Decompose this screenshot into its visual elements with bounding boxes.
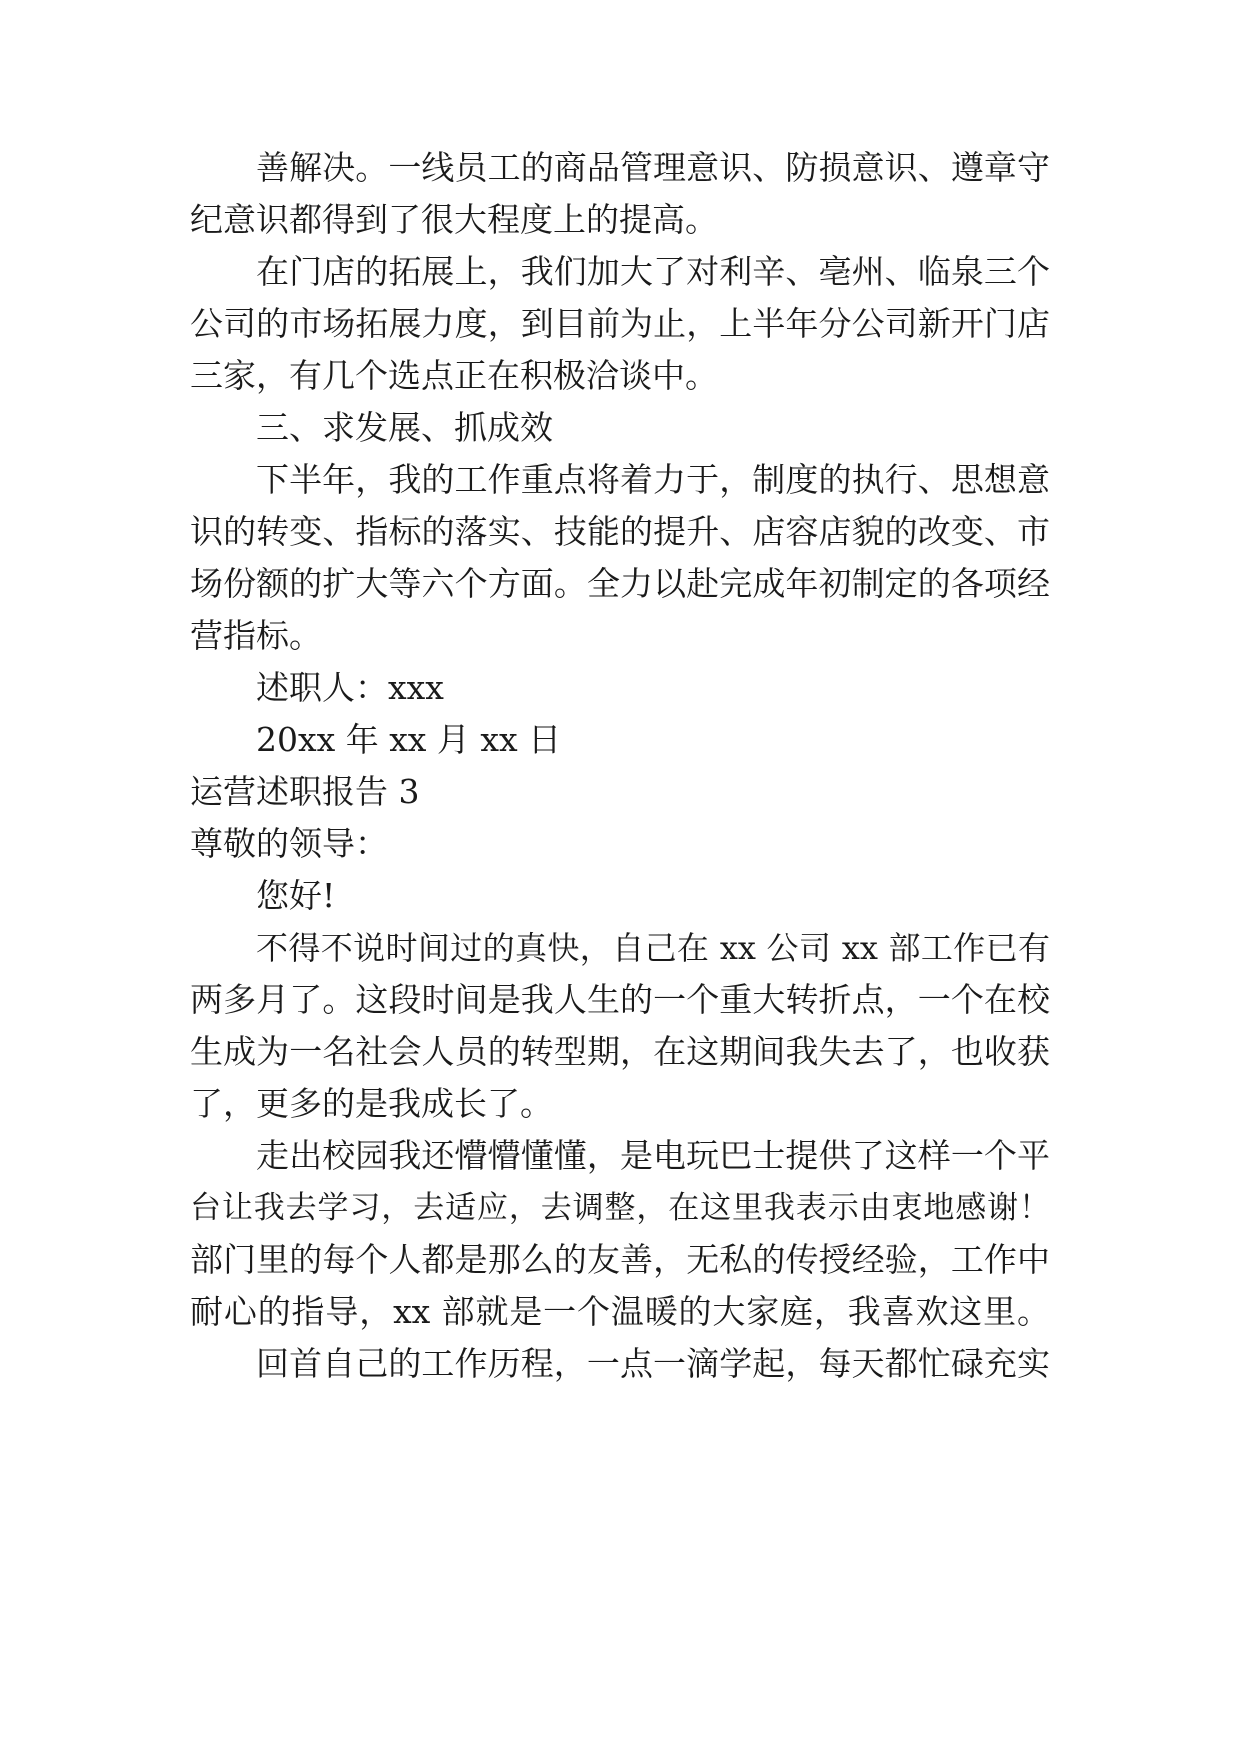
greeting: 您好! <box>256 876 336 915</box>
text-line: 公司的市场拓展力度，到目前为止，上半年分公司新开门店 <box>190 304 1050 343</box>
text-line: 走出校园我还懵懵懂懂，是电玩巴士提供了这样一个平 <box>256 1136 1050 1175</box>
text-line: 纪意识都得到了很大程度上的提高。 <box>190 200 718 239</box>
text-line: 了，更多的是我成长了。 <box>190 1084 553 1123</box>
text-line: 两多月了。这段时间是我人生的一个重大转折点，一个在校 <box>190 980 1050 1019</box>
text-line: 善解决。一线员工的商品管理意识、防损意识、遵章守 <box>256 148 1050 187</box>
text-line: 回首自己的工作历程，一点一滴学起，每天都忙碌充实 <box>256 1344 1050 1383</box>
text-line: 不得不说时间过的真快，自己在 xx 公司 xx 部工作已有 <box>256 929 1050 967</box>
text-line: 部门里的每个人都是那么的友善，无私的传授经验，工作中 <box>190 1240 1050 1279</box>
text-line: 在门店的拓展上，我们加大了对利辛、亳州、临泉三个 <box>256 252 1050 291</box>
text-line: 耐心的指导，xx 部就是一个温暖的大家庭，我喜欢这里。 <box>190 1292 1050 1331</box>
section-heading: 三、求发展、抓成效 <box>256 408 553 447</box>
text-line: 三家，有几个选点正在积极洽谈中。 <box>190 356 718 395</box>
text-line: 台让我去学习，去适应，去调整，在这里我表示由衷地感谢！ <box>190 1190 1050 1226</box>
date-line: 20xx 年 xx 月 xx 日 <box>256 720 562 759</box>
text-line: 营指标。 <box>190 616 322 655</box>
signature-line: 述职人：xxx <box>256 668 444 707</box>
text-line: 下半年，我的工作重点将着力于，制度的执行、思想意 <box>256 460 1050 499</box>
text-line: 场份额的扩大等六个方面。全力以赴完成年初制定的各项经 <box>190 564 1050 603</box>
salutation: 尊敬的领导： <box>190 824 388 863</box>
report-title: 运营述职报告 3 <box>190 772 420 811</box>
text-line: 识的转变、指标的落实、技能的提升、店容店貌的改变、市 <box>190 512 1050 551</box>
text-line: 生成为一名社会人员的转型期，在这期间我失去了，也收获 <box>190 1032 1050 1071</box>
